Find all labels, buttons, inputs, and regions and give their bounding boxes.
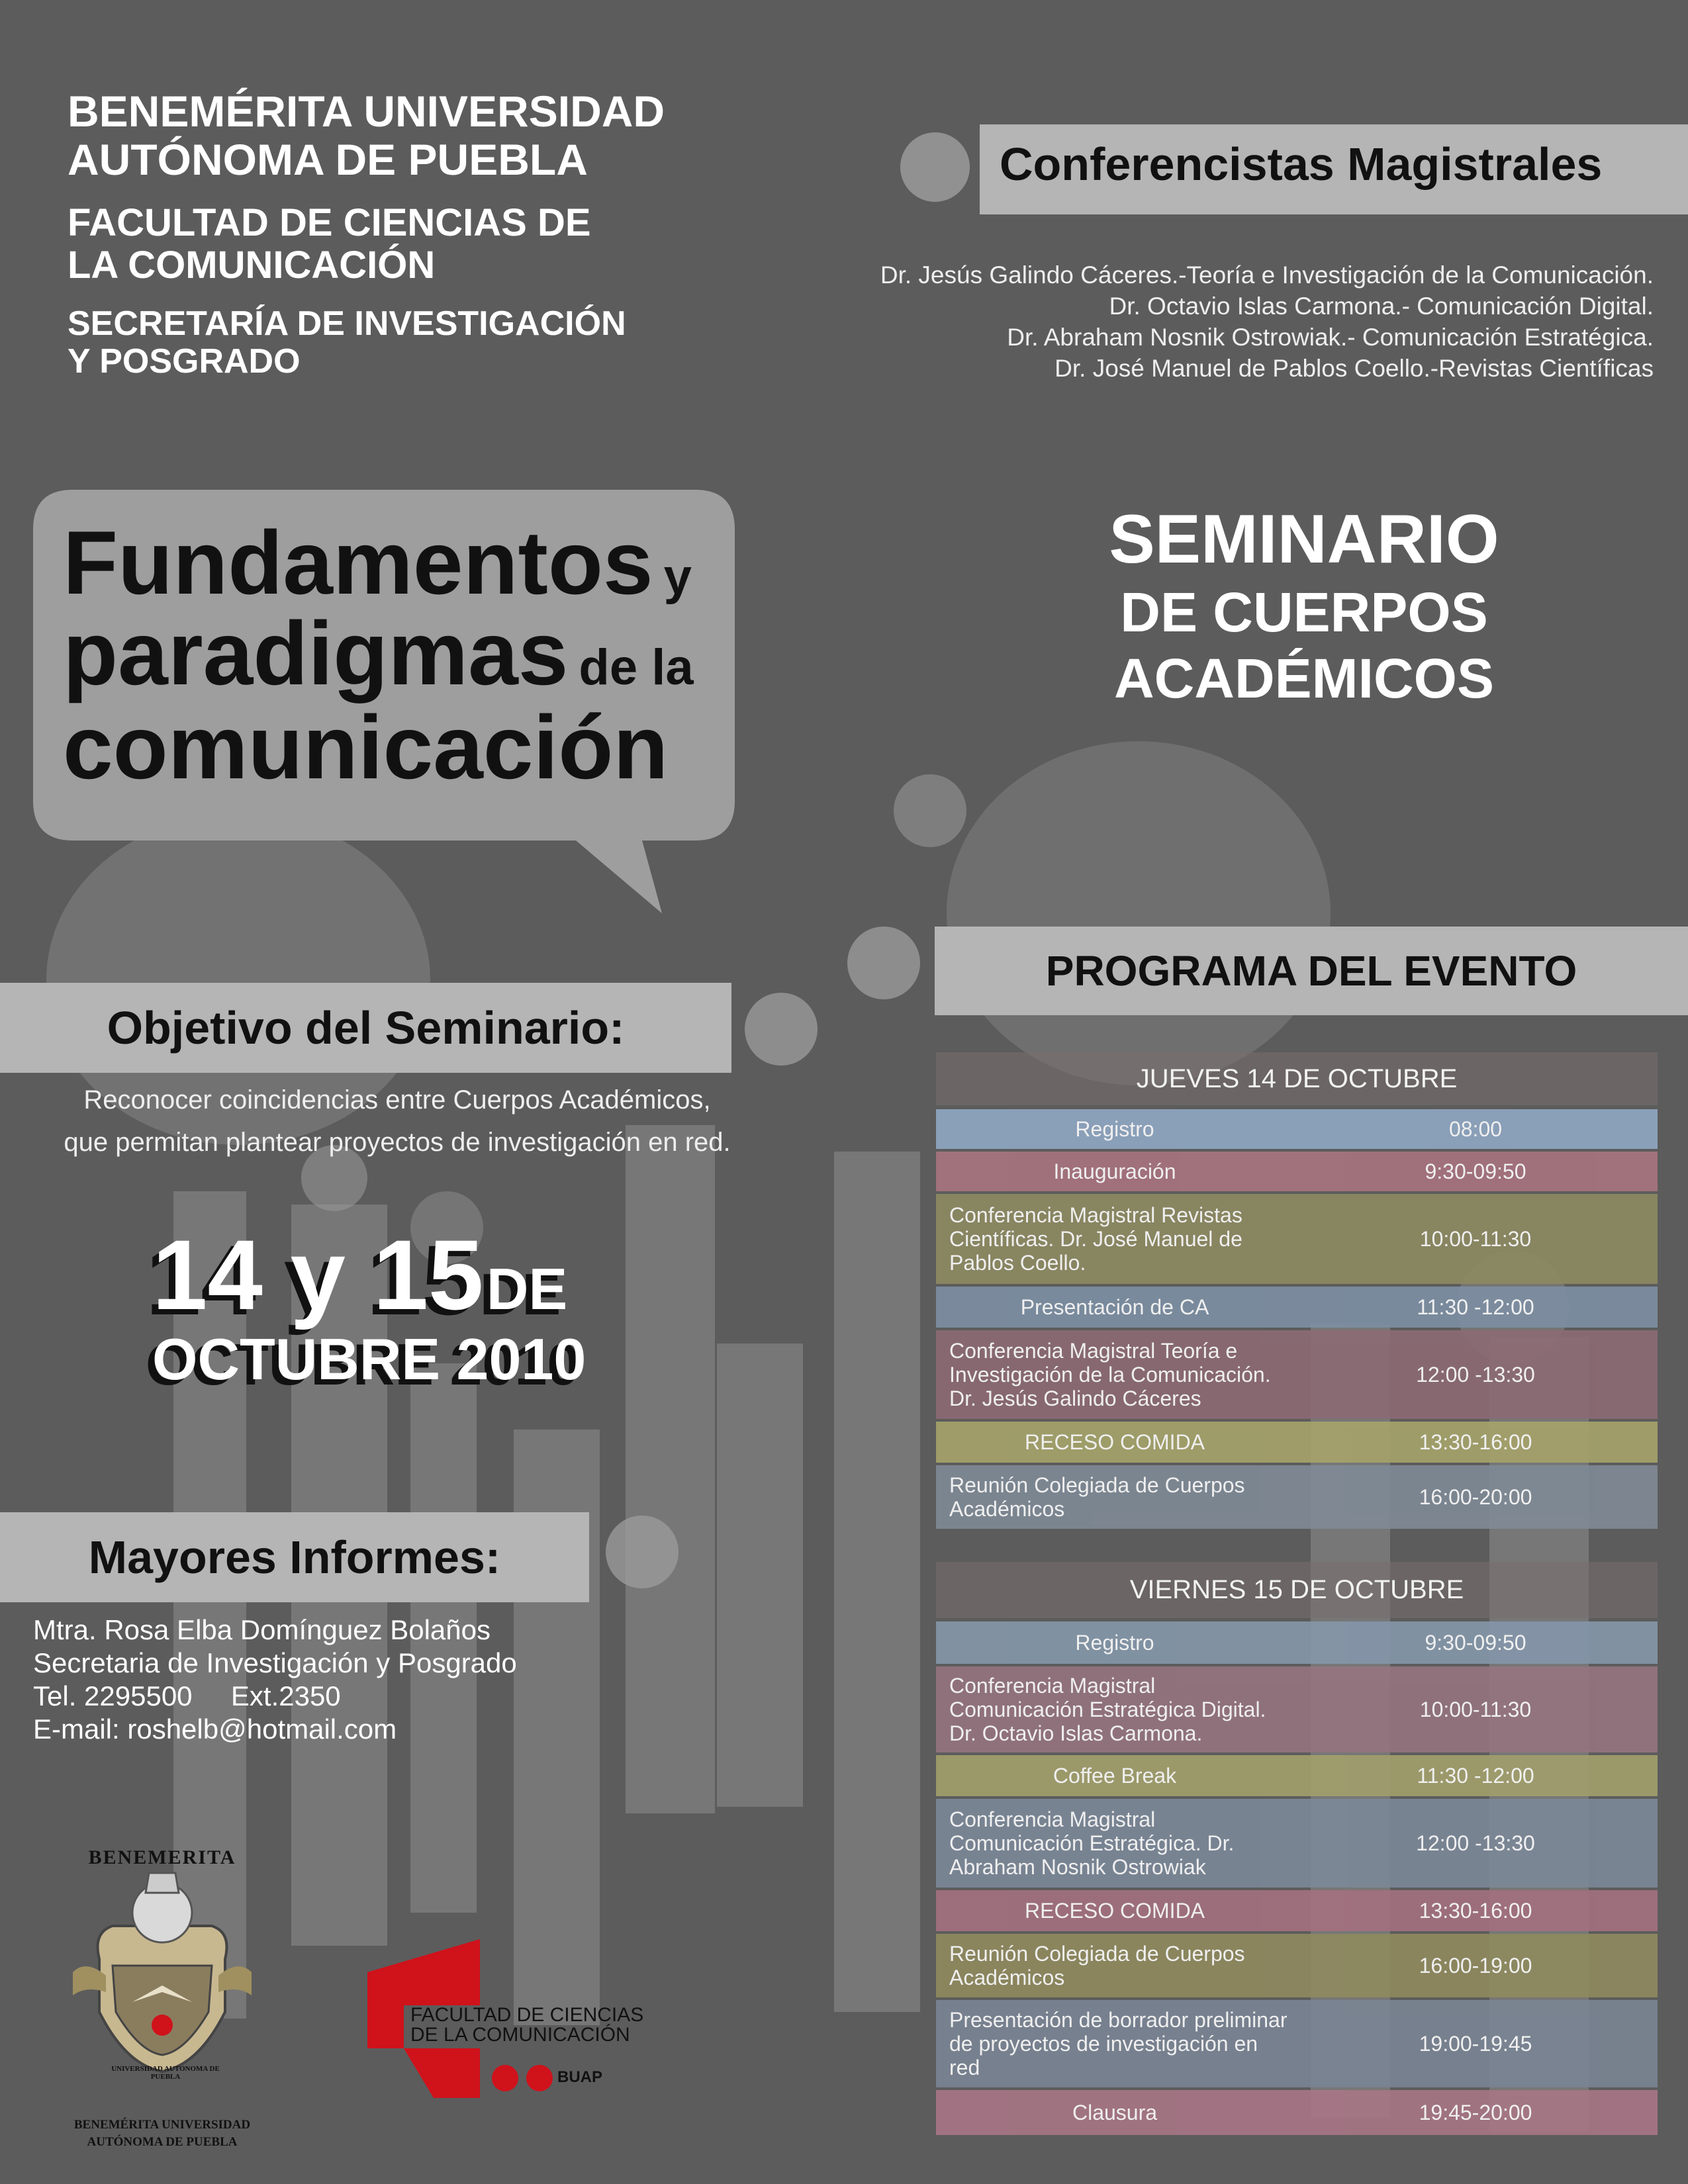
schedule-activity: Registro [1075,1631,1154,1655]
schedule-row [936,1287,1658,1328]
schedule-time: 19:00-19:45 [1419,2031,1532,2056]
schedule-row [936,1755,1658,1796]
schedule-time: 9:30-09:50 [1425,1630,1526,1655]
schedule-time: 16:00-20:00 [1419,1484,1532,1509]
speakers-heading: Conferencistas Magistrales [1000,138,1603,190]
dates-numbers: 14 y 15 [152,1219,484,1330]
buap-logo-caption [40,2116,285,2151]
schedule-activity: Conferencia Magistral Comunicación Estratégica. Dr. Abraham Nosnik Ostrowiak [949,1807,1235,1879]
schedule-time: 19:45-20:00 [1419,2100,1532,2124]
schedule-time: 13:30-16:00 [1419,1430,1532,1454]
schedule-time: 16:00-19:00 [1419,1953,1532,1978]
schedule-activity: Registro [1075,1117,1154,1141]
speakers-heading-banner [980,124,1688,214]
schedule-time: 11:30 -12:00 [1417,1763,1534,1788]
objective-line2: que permitan plantear proyectos de investigación en red. [64,1128,731,1157]
institution-header [68,87,665,381]
day1-header: JUEVES 14 DE OCTUBRE [936,1052,1658,1105]
objective-line1: Reconocer coincidencias entre Cuerpos Académicos, [83,1085,711,1115]
dates-month-year: OCTUBRE 2010 [152,1326,586,1392]
schedule-row [936,2090,1658,2135]
seminar-line2: DE CUERPOS [1120,581,1488,643]
schedule-time: 12:00 -13:30 [1416,1362,1535,1387]
contact-name: Mtra. Rosa Elba Domínguez Bolaños [33,1614,491,1645]
buap-logo-ring-text: UNIVERSIDAD AUTONOMA DE PUEBLA [111,2065,220,2081]
info-heading: Mayores Informes: [88,1531,501,1583]
speaker-item: Dr. Octavio Islas Carmona.- Comunicación Digital. [1109,293,1654,320]
schedule-activity: Clausura [1072,2101,1158,2124]
event-dates [152,1218,655,1393]
secretaria-line1: SECRETARÍA DE INVESTIGACIÓN [68,304,626,343]
buap-crest-logo [66,1860,258,2078]
schedule-activity: RECESO COMIDA [1024,1899,1205,1923]
contact-email[interactable]: E-mail: roshelb@hotmail.com [33,1713,397,1745]
schedule-row [936,1194,1658,1284]
schedule-time: 9:30-09:50 [1425,1159,1526,1183]
facultad-logo-text [410,2005,643,2045]
objective-text [0,1079,794,1163]
schedule-row [936,1934,1658,1997]
facultad-buap-text: BUAP [557,2068,603,2086]
university-name-line1: BENEMÉRITA UNIVERSIDAD [68,87,665,136]
speaker-item: Dr. José Manuel de Pablos Coello.-Revistas Científicas [1055,355,1654,382]
schedule-row [936,1666,1658,1752]
schedule-activity: Conferencia Magistral Revistas Científicas. Dr. José Manuel de Pablos Coello. [949,1203,1243,1275]
schedule-row [936,1109,1658,1149]
schedule-activity: RECESO COMIDA [1024,1430,1205,1454]
seminar-line1: SEMINARIO [1109,501,1499,578]
facultad-line2: DE LA COMUNICACIÓN [410,2024,630,2046]
facultad-line1: FACULTAD DE CIENCIAS [410,2004,644,2026]
buap-caption-line1: BENEMÉRITA UNIVERSIDAD [73,2118,251,2132]
schedule-row [936,2000,1658,2087]
schedule-activity: Presentación de CA [1020,1295,1209,1319]
event-title [63,512,725,797]
schedule-row [936,1152,1658,1191]
schedule-activity: Conferencia Magistral Comunicación Estratégica Digital. Dr. Octavio Islas Carmona. [949,1674,1266,1745]
title-word-y: y [663,549,692,605]
schedule-time: 10:00-11:30 [1419,1226,1532,1251]
info-heading-banner [0,1512,589,1602]
program-heading: PROGRAMA DEL EVENTO [1045,947,1577,995]
schedule-activity: Presentación de borrador preliminar de proyectos de investigación en red [949,2008,1288,2079]
title-word-comunicacion: comunicación [63,697,669,797]
schedule-row [936,1621,1658,1664]
schedule-row [936,1799,1658,1888]
seminar-line3: ACADÉMICOS [1113,647,1494,709]
speakers-list [661,259,1654,384]
buap-logo-top-text: BENEMERITA [88,1846,236,1868]
schedule-time: 11:30 -12:00 [1417,1295,1534,1319]
schedule-row [936,1422,1658,1463]
schedule-time: 08:00 [1448,1116,1503,1141]
faculty-name-line1: FACULTAD DE CIENCIAS DE [68,201,591,245]
schedule-time: 13:30-16:00 [1419,1898,1532,1923]
schedule-activity: Coffee Break [1053,1764,1177,1788]
schedule-time: 10:00-11:30 [1419,1697,1532,1721]
schedule-time: 12:00 -13:30 [1416,1831,1535,1855]
schedule-activity: Reunión Colegiada de Cuerpos Académicos [949,1473,1245,1521]
schedule-row [936,1465,1658,1529]
dates-de: DE [486,1256,568,1322]
contact-role: Secretaria de Investigación y Posgrado [33,1647,517,1678]
title-word-dela: de la [579,639,694,696]
schedule-activity: Conferencia Magistral Teoría e Investigación de la Comunicación. Dr. Jesús Galindo Cáceres [949,1339,1271,1410]
schedule-row [936,1330,1658,1419]
title-word-fundamentos: Fundamentos [63,512,653,613]
objective-heading: Objetivo del Seminario: [107,1002,625,1054]
schedule-activity: Inauguración [1053,1160,1176,1183]
day2-header: VIERNES 15 DE OCTUBRE [936,1562,1658,1618]
program-heading-banner [935,927,1688,1015]
faculty-name-line2: LA COMUNICACIÓN [68,243,436,287]
buap-caption-line2: AUTÓNOMA DE PUEBLA [87,2135,238,2149]
university-name-line2: AUTÓNOMA DE PUEBLA [68,134,588,184]
title-word-paradigmas: paradigmas [63,603,569,704]
objective-heading-banner [0,983,731,1073]
speaker-item: Dr. Jesús Galindo Cáceres.-Teoría e Investigación de la Comunicación. [880,261,1654,289]
schedule-activity: Reunión Colegiada de Cuerpos Académicos [949,1942,1245,1989]
seminar-title [1033,500,1575,711]
speaker-item: Dr. Abraham Nosnik Ostrowiak.- Comunicación Estratégica. [1007,324,1654,351]
secretaria-line2: Y POSGRADO [68,341,301,381]
schedule-row [936,1890,1658,1931]
contact-info [33,1614,517,1746]
contact-phone: Tel. 2295500 Ext.2350 [33,1680,341,1711]
